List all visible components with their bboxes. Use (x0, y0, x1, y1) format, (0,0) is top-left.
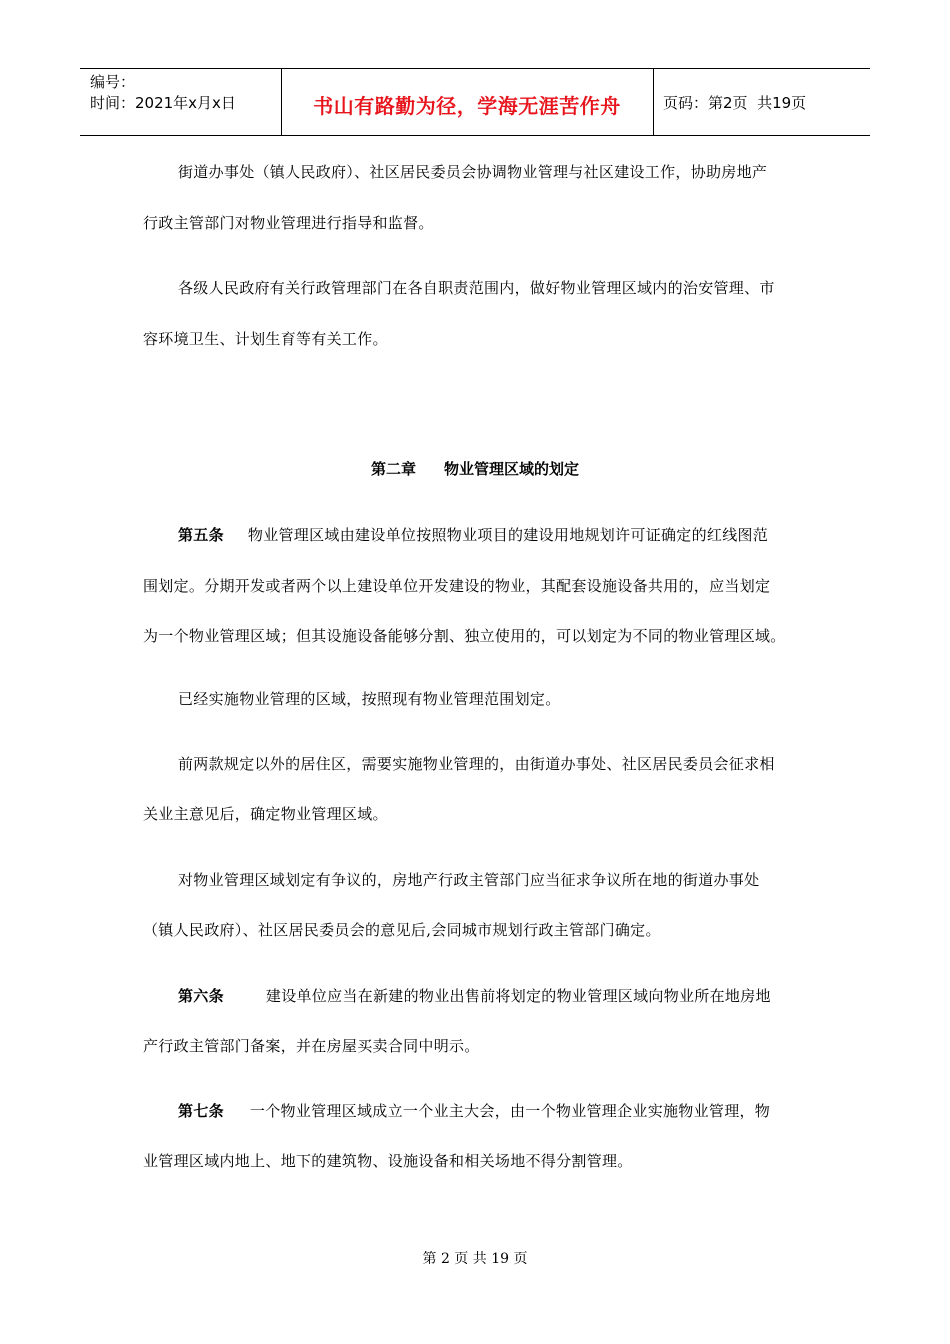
paragraph-line: 行政主管部门对物业管理进行指导和监督。 (143, 214, 434, 232)
paragraph-line: 围划定。分期开发或者两个以上建设单位开发建设的物业，其配套设施设备共用的，应当划定 (143, 577, 771, 595)
header-meta (90, 72, 280, 114)
paragraph-line: 前两款规定以外的居住区，需要实施物业管理的，由街道办事处、社区居民委员会征求相 (178, 755, 775, 773)
paragraph-line: 关业主意见后，确定物业管理区域。 (143, 805, 388, 823)
article-7-text: 一个物业管理区域成立一个业主大会，由一个物业管理企业实施物业管理，物 (249, 1102, 771, 1120)
paragraph-line: 已经实施物业管理的区域，按照现有物业管理范围划定。 (178, 690, 561, 708)
article-7-line (178, 1100, 770, 1121)
header-motto: 书山有路勤为径，学海无涯苦作舟 (313, 93, 621, 118)
page-header (80, 68, 870, 136)
chapter-heading (0, 458, 950, 479)
paragraph-line: （镇人民政府）、社区居民委员会的意见后,会同城市规划行政主管部门确定。 (143, 921, 661, 939)
article-5-label: 第五条 (178, 526, 224, 544)
number-label: 编号： (90, 73, 136, 91)
paragraph-line: 业管理区域内地上、地下的建筑物、设施设备和相关场地不得分割管理。 (143, 1152, 633, 1170)
header-divider (653, 69, 654, 135)
article-6-label: 第六条 (178, 987, 224, 1005)
page-footer: 第 2 页 共 19 页 (422, 1251, 528, 1267)
article-5-line (178, 524, 768, 545)
paragraph-line: 产行政主管部门备案，并在房屋买卖合同中明示。 (143, 1037, 480, 1055)
chapter-title: 物业管理区域的划定 (444, 460, 580, 478)
header-page-info: 页码：第2页 共19页 (663, 93, 807, 112)
article-6-line (178, 985, 771, 1006)
time-label: 时间：2021年x月x日 (90, 94, 236, 112)
article-7-label: 第七条 (178, 1102, 224, 1120)
paragraph-line: 容环境卫生、计划生育等有关工作。 (143, 330, 388, 348)
paragraph-line: 各级人民政府有关行政管理部门在各自职责范围内，做好物业管理区域内的治安管理、市 (178, 279, 775, 297)
paragraph-line: 为一个物业管理区域；但其设施设备能够分割、独立使用的，可以划定为不同的物业管理区域。 (143, 627, 786, 645)
paragraph-line: 对物业管理区域划定有争议的，房地产行政主管部门应当征求争议所在地的街道办事处 (178, 871, 760, 889)
article-6-text: 建设单位应当在新建的物业出售前将划定的物业管理区域向物业所在地房地 (265, 987, 771, 1005)
article-5-text: 物业管理区域由建设单位按照物业项目的建设用地规划许可证确定的红线图范 (247, 526, 769, 544)
paragraph-line: 街道办事处（镇人民政府）、社区居民委员会协调物业管理与社区建设工作，协助房地产 (178, 163, 768, 181)
chapter-number: 第二章 (370, 460, 416, 478)
